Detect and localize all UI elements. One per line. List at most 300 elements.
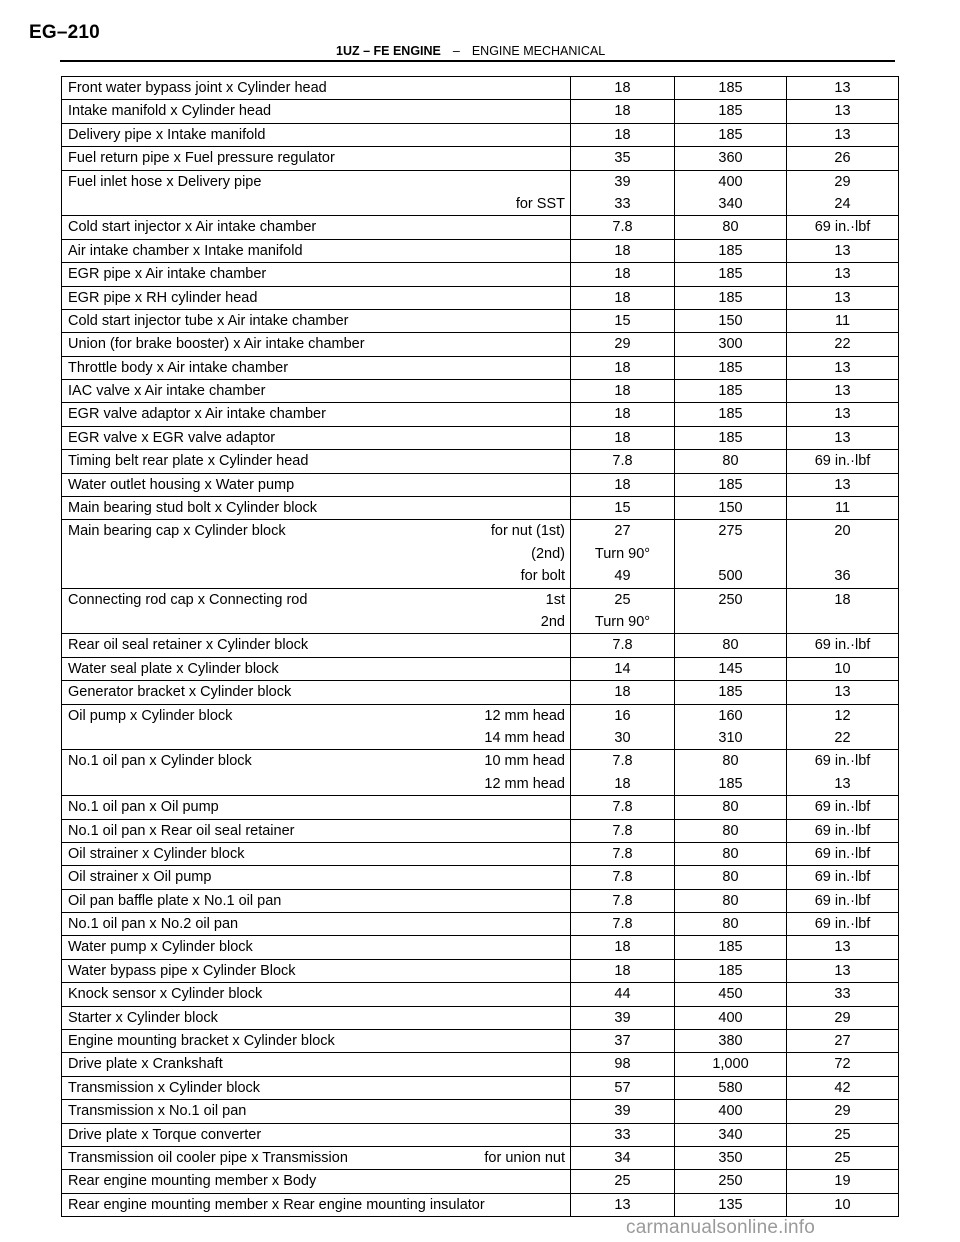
condition-label: 1st: [545, 591, 565, 608]
part-label: EGR valve x EGR valve adaptor: [68, 429, 276, 446]
table-row: [62, 889, 899, 912]
kgfcm-value: 185: [718, 266, 743, 283]
kgfcm-value: 400: [718, 173, 743, 190]
ftlbf-cell: [787, 309, 899, 332]
part-line: [62, 171, 570, 193]
ftlbf-value: 26: [834, 150, 851, 167]
part-label: Transmission x No.1 oil pan: [68, 1103, 247, 1120]
kgfcm-value: 80: [722, 799, 739, 816]
ftlbf-value: 13: [834, 126, 851, 143]
table-row: [62, 450, 899, 473]
ftlbf-value: 13: [834, 429, 851, 446]
ftlbf-value: 13: [834, 266, 851, 283]
kgfcm-cell: [675, 1146, 787, 1169]
torque-spec-table: [61, 76, 899, 1217]
table-row: [62, 913, 899, 936]
table-row: [62, 309, 899, 332]
kgfcm-value: 80: [722, 822, 739, 839]
nm-cell: [571, 1146, 675, 1169]
ftlbf-cell: [787, 170, 899, 216]
kgfcm-value: 145: [718, 660, 743, 677]
ftlbf-value: 13: [834, 775, 851, 792]
kgfcm-cell: [675, 983, 787, 1006]
part-label: Water seal plate x Cylinder block: [68, 660, 279, 677]
kgfcm-value: 135: [718, 1196, 743, 1213]
kgfcm-cell: [675, 1030, 787, 1053]
kgfcm-cell: [675, 1100, 787, 1123]
kgfcm-value: 185: [718, 126, 743, 143]
part-cell: [62, 216, 571, 239]
part-label: Cold start injector x Air intake chamber: [68, 219, 317, 236]
part-label: Union (for brake booster) x Air intake chamber: [68, 336, 365, 353]
nm-cell: [571, 1006, 675, 1029]
part-label: Engine mounting bracket x Cylinder block: [68, 1033, 335, 1050]
table-row: [62, 842, 899, 865]
ftlbf-value: [787, 543, 898, 565]
nm-value: 39: [614, 1009, 631, 1026]
ftlbf-cell: [787, 403, 899, 426]
part-cell: [62, 819, 571, 842]
part-label: Timing belt rear plate x Cylinder head: [68, 453, 309, 470]
kgfcm-value: 80: [722, 845, 739, 862]
ftlbf-value: [787, 611, 898, 633]
table-row: [62, 1100, 899, 1123]
nm-cell: [571, 819, 675, 842]
kgfcm-value: 300: [718, 336, 743, 353]
part-cell: [62, 286, 571, 309]
part-line: [62, 1170, 570, 1192]
part-cell: [62, 1100, 571, 1123]
nm-value: Turn 90°: [594, 545, 651, 562]
ftlbf-value: 69 in.·lbf: [814, 845, 871, 862]
nm-cell: [571, 309, 675, 332]
table-row: [62, 426, 899, 449]
part-line: [62, 611, 570, 633]
table-row: [62, 520, 899, 588]
running-header: [336, 44, 605, 58]
kgfcm-value: 185: [718, 406, 743, 423]
kgfcm-cell: [675, 889, 787, 912]
ftlbf-cell: [787, 913, 899, 936]
ftlbf-value: 10: [834, 660, 851, 677]
part-line: [62, 193, 570, 215]
kgfcm-cell: [675, 866, 787, 889]
nm-value: 16: [614, 707, 631, 724]
kgfcm-value: 340: [718, 195, 743, 212]
table-row: [62, 216, 899, 239]
nm-cell: [571, 889, 675, 912]
ftlbf-value: 25: [834, 1149, 851, 1166]
nm-cell: [571, 216, 675, 239]
part-cell: [62, 681, 571, 704]
part-label: No.1 oil pan x Oil pump: [68, 799, 219, 816]
nm-cell: [571, 1053, 675, 1076]
part-cell: [62, 309, 571, 332]
table-row: [62, 819, 899, 842]
ftlbf-cell: [787, 842, 899, 865]
part-line: [62, 773, 570, 795]
part-cell: [62, 1123, 571, 1146]
part-line: [62, 1077, 570, 1099]
kgfcm-value: 80: [722, 219, 739, 236]
kgfcm-value: [675, 543, 786, 565]
ftlbf-value: 29: [834, 1103, 851, 1120]
part-line: [62, 1007, 570, 1029]
part-cell: [62, 403, 571, 426]
ftlbf-value: 22: [834, 729, 851, 746]
table-row: [62, 1146, 899, 1169]
ftlbf-cell: [787, 77, 899, 100]
nm-value: 7.8: [612, 822, 633, 839]
part-cell: [62, 356, 571, 379]
kgfcm-value: 185: [718, 359, 743, 376]
part-label: Rear engine mounting member x Body: [68, 1173, 317, 1190]
ftlbf-value: 69 in.·lbf: [814, 799, 871, 816]
kgfcm-value: 150: [718, 312, 743, 329]
ftlbf-value: 19: [834, 1173, 851, 1190]
nm-value: 7.8: [612, 869, 633, 886]
ftlbf-cell: [787, 333, 899, 356]
nm-value: 14: [614, 660, 631, 677]
table-row: [62, 959, 899, 982]
ftlbf-value: 13: [834, 962, 851, 979]
kgfcm-value: 450: [718, 986, 743, 1003]
part-cell: [62, 380, 571, 403]
nm-cell: [571, 333, 675, 356]
nm-cell: [571, 170, 675, 216]
ftlbf-value: 69 in.·lbf: [814, 916, 871, 933]
ftlbf-cell: [787, 959, 899, 982]
part-cell: [62, 1030, 571, 1053]
part-cell: [62, 1170, 571, 1193]
ftlbf-value: 72: [834, 1056, 851, 1073]
ftlbf-cell: [787, 1193, 899, 1216]
nm-value: 18: [614, 383, 631, 400]
part-line: [62, 983, 570, 1005]
ftlbf-value: 11: [834, 312, 851, 329]
part-cell: [62, 426, 571, 449]
table-row: [62, 704, 899, 750]
table-row: [62, 983, 899, 1006]
ftlbf-value: 69 in.·lbf: [814, 637, 871, 654]
ftlbf-value: 18: [834, 591, 851, 608]
part-label: Oil pan baffle plate x No.1 oil pan: [68, 892, 282, 909]
kgfcm-value: 80: [722, 892, 739, 909]
part-cell: [62, 634, 571, 657]
part-line: [62, 287, 570, 309]
nm-value: 33: [614, 1126, 631, 1143]
ftlbf-value: 13: [834, 406, 851, 423]
table-row: [62, 1193, 899, 1216]
ftlbf-cell: [787, 100, 899, 123]
part-label: Transmission x Cylinder block: [68, 1079, 261, 1096]
part-line: [62, 333, 570, 355]
table-row: [62, 497, 899, 520]
table-row: [62, 333, 899, 356]
ftlbf-value: 12: [834, 707, 851, 724]
kgfcm-cell: [675, 426, 787, 449]
table-row: [62, 403, 899, 426]
ftlbf-cell: [787, 147, 899, 170]
nm-value: 98: [614, 1056, 631, 1073]
part-cell: [62, 1193, 571, 1216]
nm-cell: [571, 936, 675, 959]
part-line: [62, 357, 570, 379]
part-label: Transmission oil cooler pipe x Transmission: [68, 1149, 348, 1166]
ftlbf-value: 27: [834, 1033, 851, 1050]
ftlbf-cell: [787, 866, 899, 889]
part-label: No.1 oil pan x No.2 oil pan: [68, 916, 239, 933]
kgfcm-value: 160: [718, 707, 743, 724]
nm-value: 33: [614, 195, 631, 212]
kgfcm-cell: [675, 1006, 787, 1029]
kgfcm-value: 185: [718, 962, 743, 979]
nm-cell: [571, 403, 675, 426]
table-row: [62, 1030, 899, 1053]
ftlbf-cell: [787, 1076, 899, 1099]
kgfcm-cell: [675, 1053, 787, 1076]
part-line: [62, 124, 570, 146]
table-row: [62, 239, 899, 262]
nm-cell: [571, 588, 675, 634]
part-cell: [62, 588, 571, 634]
kgfcm-value: 250: [718, 591, 743, 608]
part-cell: [62, 123, 571, 146]
nm-cell: [571, 239, 675, 262]
kgfcm-value: 360: [718, 150, 743, 167]
nm-value: 7.8: [612, 916, 633, 933]
table-row: [62, 77, 899, 100]
kgfcm-cell: [675, 263, 787, 286]
kgfcm-cell: [675, 147, 787, 170]
ftlbf-cell: [787, 1100, 899, 1123]
part-label: Rear engine mounting member x Rear engine mounting insulator: [68, 1196, 485, 1213]
kgfcm-value: 185: [718, 103, 743, 120]
nm-value: 15: [614, 312, 631, 329]
part-line: [62, 450, 570, 472]
ftlbf-cell: [787, 123, 899, 146]
kgfcm-cell: [675, 842, 787, 865]
part-line: [62, 843, 570, 865]
nm-value: 49: [614, 568, 631, 585]
table-row: [62, 380, 899, 403]
part-cell: [62, 147, 571, 170]
kgfcm-value: 400: [718, 1009, 743, 1026]
part-line: [62, 960, 570, 982]
ftlbf-cell: [787, 1170, 899, 1193]
condition-label: for bolt: [520, 568, 565, 585]
ftlbf-cell: [787, 356, 899, 379]
nm-cell: [571, 634, 675, 657]
part-label: EGR valve adaptor x Air intake chamber: [68, 406, 326, 423]
part-cell: [62, 936, 571, 959]
part-line: [62, 681, 570, 703]
part-cell: [62, 170, 571, 216]
part-label: No.1 oil pan x Rear oil seal retainer: [68, 822, 295, 839]
ftlbf-cell: [787, 588, 899, 634]
nm-value: 18: [614, 962, 631, 979]
part-cell: [62, 473, 571, 496]
kgfcm-cell: [675, 959, 787, 982]
part-line: [62, 543, 570, 565]
ftlbf-value: 36: [834, 568, 851, 585]
kgfcm-cell: [675, 77, 787, 100]
header-separator: –: [452, 44, 460, 58]
part-cell: [62, 497, 571, 520]
nm-value: 29: [614, 336, 631, 353]
table-row: [62, 286, 899, 309]
nm-cell: [571, 100, 675, 123]
part-line: [62, 658, 570, 680]
ftlbf-cell: [787, 819, 899, 842]
part-cell: [62, 983, 571, 1006]
nm-value: 37: [614, 1033, 631, 1050]
part-cell: [62, 657, 571, 680]
kgfcm-cell: [675, 403, 787, 426]
kgfcm-cell: [675, 170, 787, 216]
nm-value: 18: [614, 429, 631, 446]
table-row: [62, 681, 899, 704]
nm-cell: [571, 750, 675, 796]
nm-value: 18: [614, 775, 631, 792]
part-line: [62, 263, 570, 285]
part-label: Water pump x Cylinder block: [68, 939, 253, 956]
nm-value: 25: [614, 591, 631, 608]
nm-cell: [571, 426, 675, 449]
part-label: Main bearing cap x Cylinder block: [68, 523, 286, 540]
nm-value: 18: [614, 103, 631, 120]
nm-cell: [571, 796, 675, 819]
part-cell: [62, 450, 571, 473]
part-line: [62, 77, 570, 99]
ftlbf-value: 22: [834, 336, 851, 353]
nm-value: 13: [614, 1196, 631, 1213]
kgfcm-value: 350: [718, 1149, 743, 1166]
nm-cell: [571, 1076, 675, 1099]
nm-cell: [571, 1170, 675, 1193]
header-rule: [60, 60, 895, 62]
nm-value: 18: [614, 684, 631, 701]
kgfcm-cell: [675, 309, 787, 332]
table-row: [62, 123, 899, 146]
ftlbf-cell: [787, 750, 899, 796]
part-line: [62, 147, 570, 169]
nm-value: Turn 90°: [594, 613, 651, 630]
part-line: [62, 750, 570, 772]
kgfcm-value: 580: [718, 1079, 743, 1096]
kgfcm-cell: [675, 681, 787, 704]
nm-cell: [571, 866, 675, 889]
nm-value: 35: [614, 150, 631, 167]
part-line: [62, 380, 570, 402]
page-number: EG–210: [29, 22, 100, 43]
kgfcm-cell: [675, 704, 787, 750]
kgfcm-cell: [675, 497, 787, 520]
kgfcm-value: 80: [722, 869, 739, 886]
part-label: Cold start injector tube x Air intake chamber: [68, 312, 349, 329]
nm-value: 25: [614, 1173, 631, 1190]
kgfcm-cell: [675, 657, 787, 680]
part-line: [62, 520, 570, 542]
part-cell: [62, 889, 571, 912]
kgfcm-value: 500: [718, 568, 743, 585]
part-line: [62, 1100, 570, 1122]
ftlbf-cell: [787, 889, 899, 912]
ftlbf-value: 13: [834, 684, 851, 701]
section-title: ENGINE MECHANICAL: [471, 44, 606, 58]
kgfcm-value: 380: [718, 1033, 743, 1050]
ftlbf-value: 42: [834, 1079, 851, 1096]
nm-value: 7.8: [612, 845, 633, 862]
ftlbf-cell: [787, 216, 899, 239]
nm-value: 30: [614, 729, 631, 746]
ftlbf-cell: [787, 1006, 899, 1029]
part-line: [62, 866, 570, 888]
part-cell: [62, 704, 571, 750]
kgfcm-cell: [675, 1123, 787, 1146]
ftlbf-cell: [787, 286, 899, 309]
part-label: Rear oil seal retainer x Cylinder block: [68, 637, 309, 654]
condition-label: for nut (1st): [490, 523, 565, 540]
part-line: [62, 913, 570, 935]
nm-value: 39: [614, 173, 631, 190]
part-cell: [62, 1006, 571, 1029]
ftlbf-value: 69 in.·lbf: [814, 219, 871, 236]
nm-value: 7.8: [612, 453, 633, 470]
nm-cell: [571, 913, 675, 936]
ftlbf-value: 69 in.·lbf: [814, 892, 871, 909]
part-cell: [62, 239, 571, 262]
kgfcm-cell: [675, 1076, 787, 1099]
kgfcm-value: 185: [718, 775, 743, 792]
nm-value: 34: [614, 1149, 631, 1166]
table-row: [62, 356, 899, 379]
part-label: Air intake chamber x Intake manifold: [68, 242, 303, 259]
nm-value: 15: [614, 500, 631, 517]
nm-value: 18: [614, 359, 631, 376]
ftlbf-cell: [787, 426, 899, 449]
nm-cell: [571, 681, 675, 704]
table-row: [62, 866, 899, 889]
part-label: IAC valve x Air intake chamber: [68, 383, 266, 400]
nm-cell: [571, 1123, 675, 1146]
kgfcm-cell: [675, 286, 787, 309]
ftlbf-cell: [787, 380, 899, 403]
part-label: Connecting rod cap x Connecting rod: [68, 591, 308, 608]
nm-cell: [571, 1030, 675, 1053]
part-cell: [62, 796, 571, 819]
nm-value: 7.8: [612, 219, 633, 236]
part-label: EGR pipe x Air intake chamber: [68, 266, 267, 283]
part-line: [62, 890, 570, 912]
kgfcm-cell: [675, 216, 787, 239]
part-label: Delivery pipe x Intake manifold: [68, 126, 266, 143]
part-line: [62, 474, 570, 496]
nm-cell: [571, 983, 675, 1006]
table-row: [62, 1170, 899, 1193]
part-line: [62, 427, 570, 449]
condition-label: 12 mm head: [484, 775, 565, 792]
ftlbf-cell: [787, 520, 899, 588]
kgfcm-cell: [675, 1170, 787, 1193]
kgfcm-cell: [675, 123, 787, 146]
part-line: [62, 634, 570, 656]
nm-cell: [571, 286, 675, 309]
nm-cell: [571, 959, 675, 982]
kgfcm-value: 250: [718, 1173, 743, 1190]
ftlbf-cell: [787, 1053, 899, 1076]
part-cell: [62, 1053, 571, 1076]
